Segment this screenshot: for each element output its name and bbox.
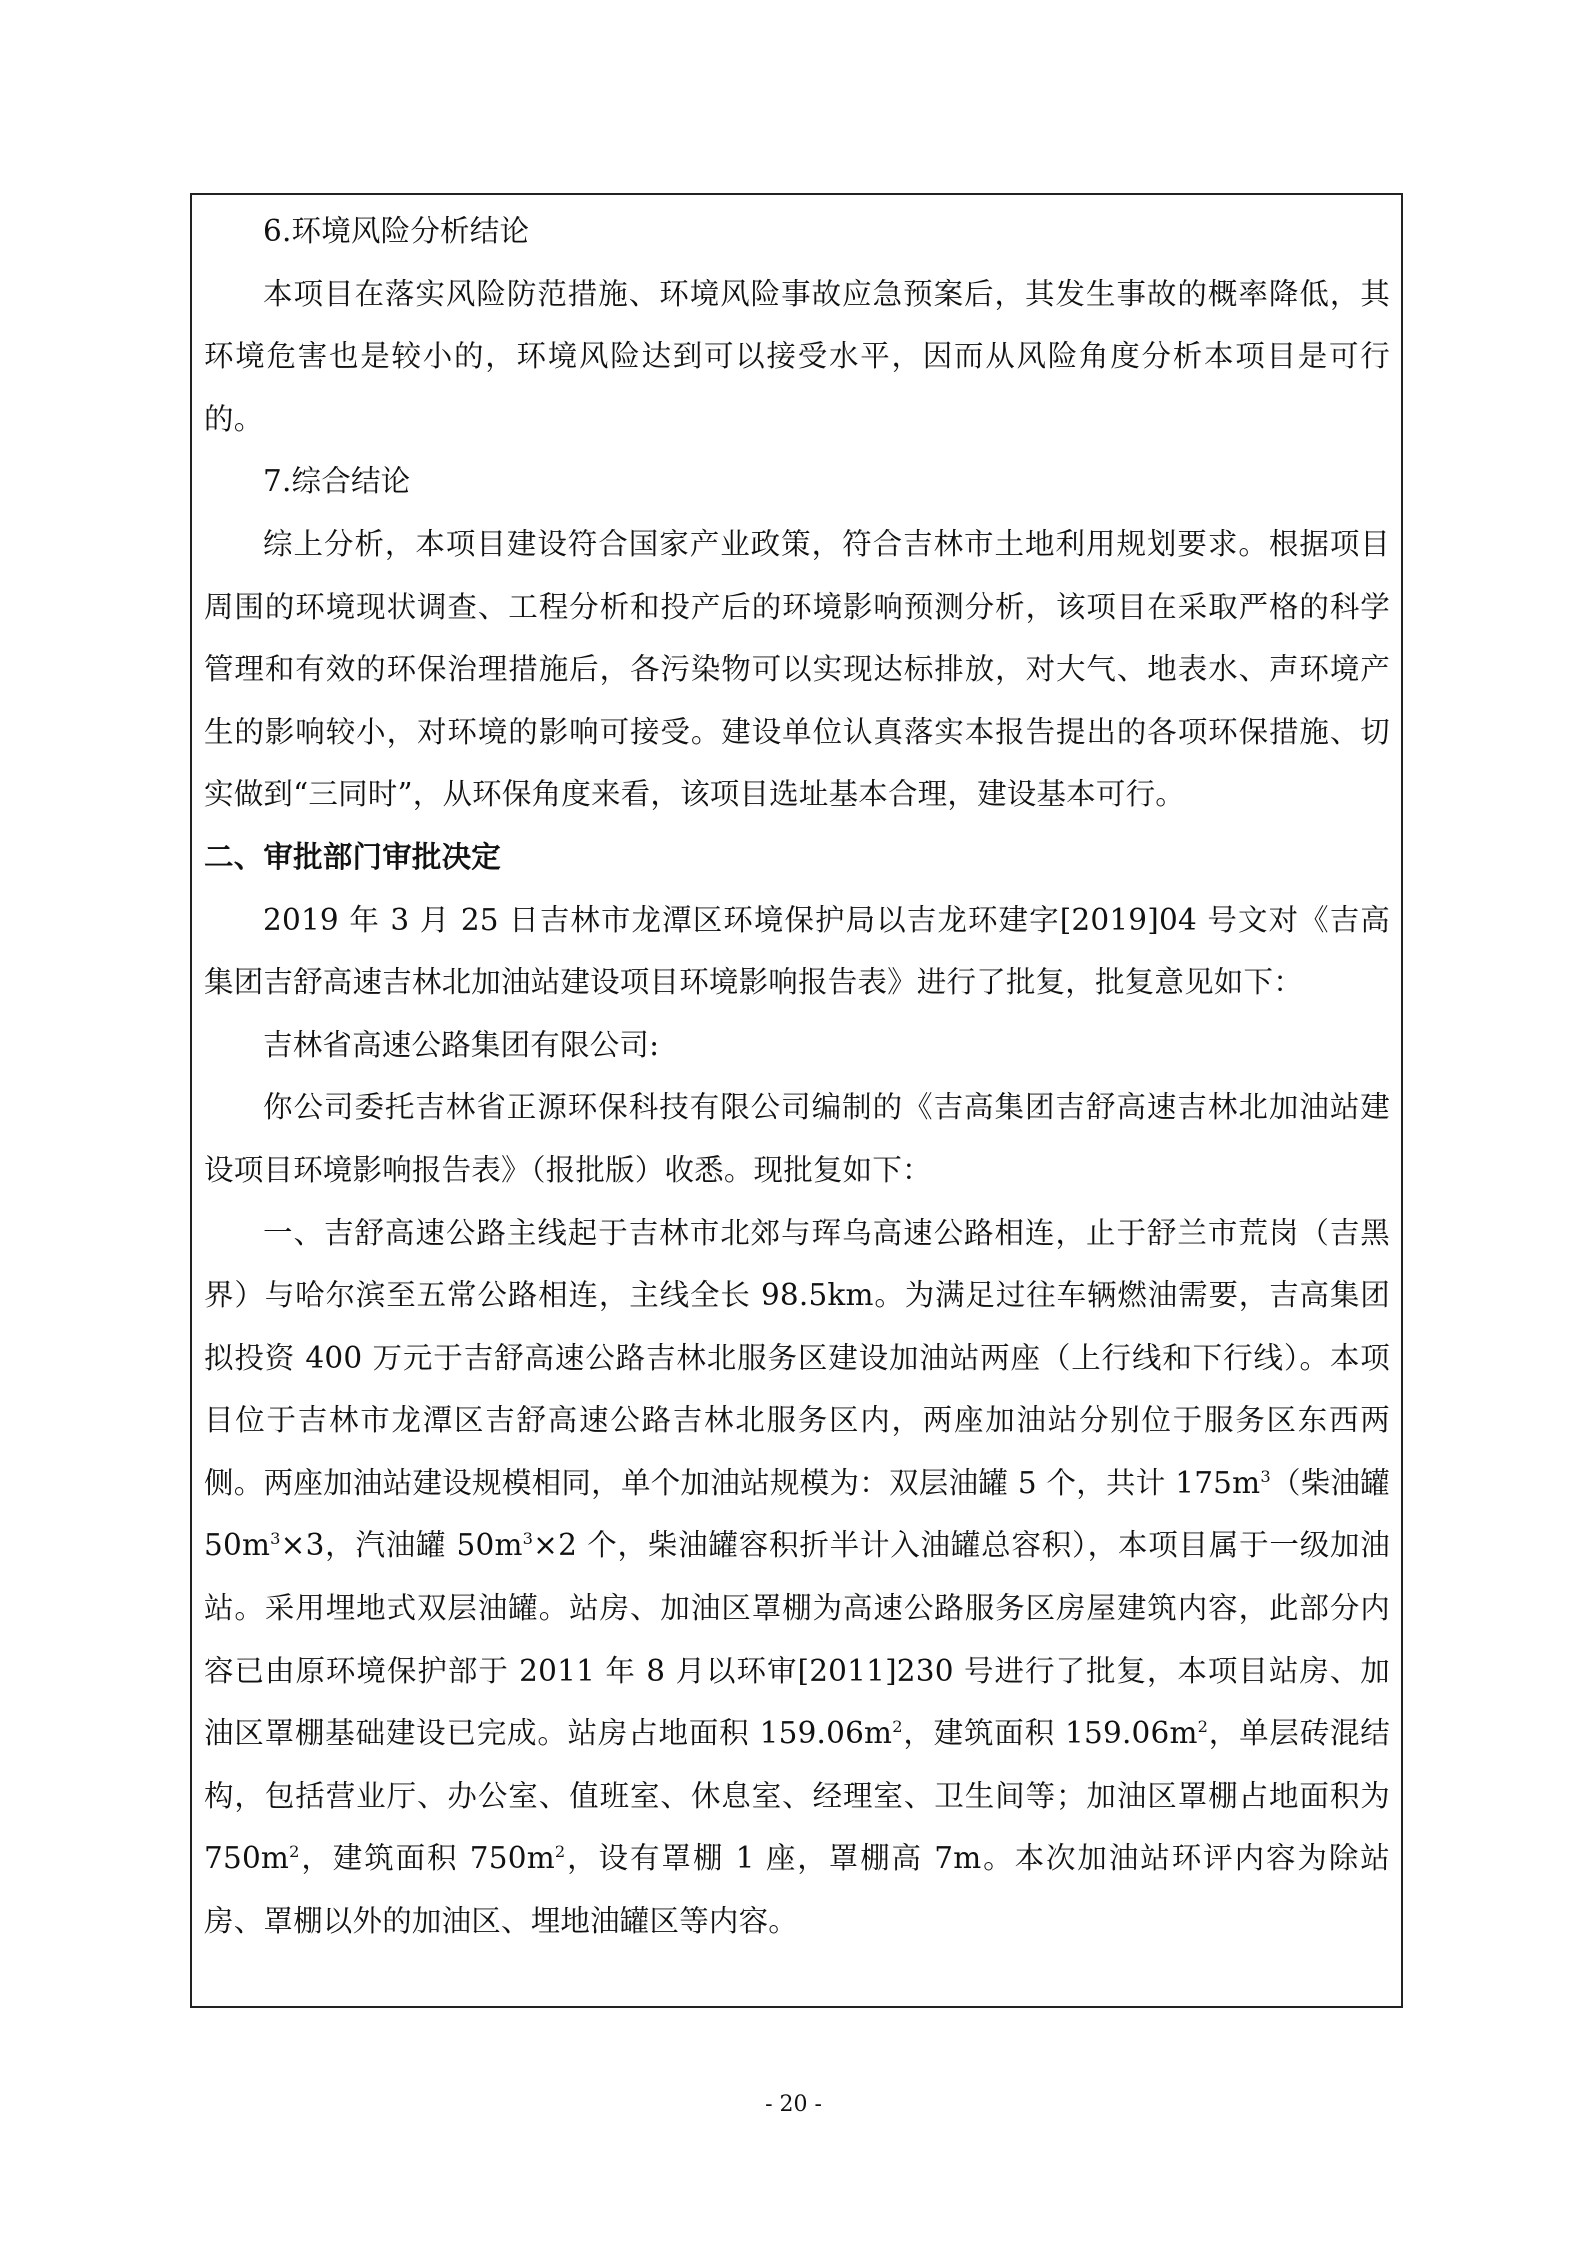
item1-text-6: ，单层砖混结构，包括营业厅、办公室、值班室、休息室、经理室、卫生间等；加油区罩棚占地面积为 750m: [204, 1716, 1391, 1876]
item1-text-3: ×3，汽油罐 50m: [280, 1528, 523, 1563]
item1-text-8: ，设有罩棚 1 座，罩棚高 7m。本次加油站环评内容为除站房、罩棚以外的加油区、埋地油罐区等内容。: [204, 1841, 1390, 1939]
section-7-title: 7.综合结论: [263, 464, 411, 499]
section-6-title: 6.环境风险分析结论: [263, 214, 530, 248]
item1-sup-4: 2: [892, 1717, 903, 1737]
item1-text-4: ×2 个，柴油罐容积折半计入油罐总容积），本项目属于一级加油站。采用埋地式双层油罐。站房、加油区罩棚为高速公路服务区房屋建筑内容，此部分内容已由原环境保护部于 2011 年 8 月以环审[2011]230 号进行了批复，本项目站房、加油区罩棚基础建设已完成。站房占地面积 159.06m: [204, 1528, 1390, 1751]
section-2-heading: 二、审批部门审批决定: [204, 839, 502, 874]
item1-text-1: 一、吉舒高速公路主线起于吉林市北郊与珲乌高速公路相连，止于舒兰市荒岗（吉黑界）与哈尔滨至五常公路相连，主线全长 98.5km。为满足过往车辆燃油需要，吉高集团拟投资 400 万元于吉舒高速公路吉林北服务区建设加油站两座（上行线和下行线）。本项目位于吉林市龙潭区吉舒高速公路吉林北服务区内，两座加油站分别位于服务区东西两侧。两座加油站建设规模相同，单个加油站规模为：双层油罐 5 个，共计 175m: [204, 1215, 1390, 1500]
approval-intro-paragraph: 2019 年 3 月 25 日吉林市龙潭区环境保护局以吉龙环建字[2019]04 号文对《吉高集团吉舒高速吉林北加油站建设项目环境影响报告表》进行了批复，批复意见如下：: [204, 902, 1390, 1000]
item1-sup-1: 3: [1260, 1467, 1271, 1487]
approval-item-1-paragraph: [204, 1202, 1390, 1953]
item1-text-5: ，建筑面积 159.06m: [902, 1716, 1198, 1751]
page-number: - 20 -: [765, 2092, 822, 2117]
item1-sup-2: 3: [270, 1529, 281, 1549]
section-6-paragraph: 本项目在落实风险防范措施、环境风险事故应急预案后，其发生事故的概率降低，其环境危害也是较小的，环境风险达到可以接受水平，因而从风险角度分析本项目是可行的。: [204, 276, 1390, 436]
item1-text-7: ，建筑面积 750m: [299, 1841, 555, 1876]
approval-body-paragraph: 你公司委托吉林省正源环保科技有限公司编制的《吉高集团吉舒高速吉林北加油站建设项目环境影响报告表》（报批版）收悉。现批复如下：: [204, 1090, 1390, 1187]
document-body: [204, 200, 1390, 1953]
section-7-paragraph: 综上分析，本项目建设符合国家产业政策，符合吉林市土地利用规划要求。根据项目周围的环境现状调查、工程分析和投产后的环境影响预测分析，该项目在采取严格的科学管理和有效的环保治理措施后，各污染物可以实现达标排放，对大气、地表水、声环境产生的影响较小，对环境的影响可接受。建设单位认真落实本报告提出的各项环保措施、切实做到“三同时”，从环保角度来看，该项目选址基本合理，建设基本可行。: [204, 526, 1390, 812]
item1-sup-3: 3: [522, 1529, 534, 1549]
addressee-line: 吉林省高速公路集团有限公司:: [263, 1027, 660, 1062]
item1-sup-7: 2: [554, 1842, 566, 1862]
item1-text-2: （柴油罐 50m: [204, 1465, 1390, 1563]
item1-sup-5: 2: [1197, 1717, 1209, 1737]
item1-sup-6: 2: [289, 1842, 300, 1862]
